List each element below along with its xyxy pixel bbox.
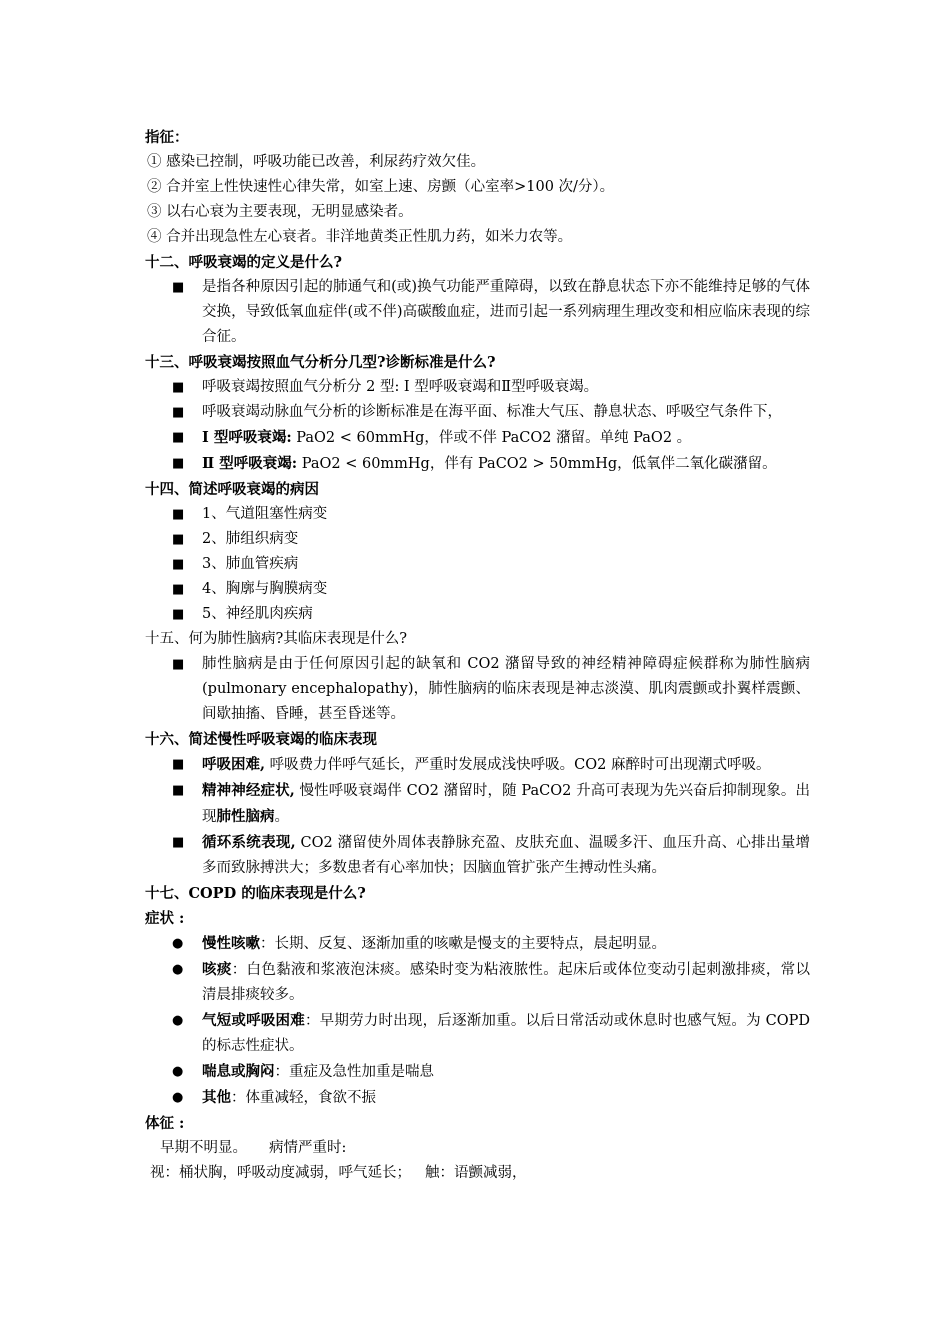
- item-text: ：重症及急性加重是喘息: [274, 1064, 434, 1080]
- round-bullet-icon: ●: [172, 962, 184, 977]
- item-text: CO2 潴留使外周体表静脉充盈、皮肤充血、温暖多汗、血压升高、心排出量增多而致脉搏洪大；多数患者有心率加快；因脑血管扩张产生搏动性头痛。: [202, 835, 810, 876]
- item-bold-term: 肺性脑病: [216, 808, 275, 825]
- round-bullet-icon: ●: [172, 1064, 184, 1079]
- item-text: 4、胸廓与胸膜病变: [202, 581, 328, 597]
- section-13-title: 十三、呼吸衰竭按照血气分析分几型?诊断标准是什么?: [145, 354, 496, 371]
- list-item: [145, 1059, 810, 1085]
- list-item: [145, 830, 810, 881]
- item-text: PaO2 < 60mmHg，伴或不伴 PaCO2 潴留。单纯 PaO2 。: [291, 430, 692, 446]
- indication-item-4: ④ 合并出现急性左心衰者。非洋地黄类正性肌力药，如米力农等。: [147, 229, 573, 245]
- item-text: 呼吸衰竭按照血气分析分 2 型: Ⅰ 型呼吸衰竭和Ⅱ型呼吸衰竭。: [202, 379, 599, 395]
- item-bold-label: 气短或呼吸困难: [202, 1012, 305, 1029]
- item-text: ：早期劳力时出现，后逐渐加重。以后日常活动或休息时也感气短。为 COPD 的标志性症状。: [202, 1013, 811, 1054]
- round-bullet-icon: ●: [172, 936, 184, 951]
- list-item: [145, 778, 810, 830]
- list-item: [145, 602, 810, 627]
- section-14-title: 十四、简述呼吸衰竭的病因: [145, 481, 319, 498]
- list-item: [145, 577, 810, 602]
- list-item: [145, 652, 810, 727]
- signs-severe: 病情严重时:: [269, 1140, 347, 1156]
- signs-line-2: [145, 1161, 810, 1186]
- list-item: [145, 1085, 810, 1111]
- item-text: 2、肺组织病变: [202, 531, 299, 547]
- item-bold-label: 循环系统表现,: [202, 834, 296, 851]
- list-item: [145, 1008, 810, 1059]
- list-item: [145, 552, 810, 577]
- square-bullet-icon: ■: [172, 835, 185, 850]
- item-text: PaO2 < 60mmHg，伴有 PaCO2 > 50mmHg，低氧伴二氧化碳潴留。: [297, 456, 777, 472]
- item-bold-label: 咳痰: [202, 961, 232, 978]
- item-text: 是指各种原因引起的肺通气和(或)换气功能严重障碍，以致在静息状态下亦不能维持足够的气体交换，导致低氧血症伴(或不伴)高碳酸血症，进而引起一系列病理生理改变和相应临床表现的综合征。: [202, 279, 810, 345]
- square-bullet-icon: ■: [172, 783, 185, 798]
- signs-early: 早期不明显。: [160, 1140, 247, 1156]
- list-item: [145, 931, 810, 957]
- indication-item-3: ③ 以右心衰为主要表现，无明显感染者。: [147, 204, 413, 220]
- list-item: [145, 451, 810, 477]
- list-item: [145, 957, 810, 1008]
- square-bullet-icon: ■: [172, 507, 185, 522]
- item-bold-label: 其他: [202, 1089, 231, 1106]
- square-bullet-icon: ■: [172, 456, 185, 471]
- item-text: 3、肺血管疾病: [202, 556, 299, 572]
- square-bullet-icon: ■: [172, 430, 185, 445]
- list-item: [145, 275, 810, 350]
- section-16-title: 十六、简述慢性呼吸衰竭的临床表现: [145, 731, 377, 748]
- item-bold-label: 慢性咳嗽: [202, 935, 260, 952]
- square-bullet-icon: ■: [172, 405, 185, 420]
- indication-item-2: ② 合并室上性快速性心律失常，如室上速、房颤（心室率>100 次/分）。: [147, 179, 615, 195]
- indication-item-1: ① 感染已控制，呼吸功能已改善，利尿药疗效欠佳。: [147, 154, 486, 170]
- item-bold-label: Ⅰ 型呼吸衰竭:: [202, 429, 292, 446]
- section-17-title: 十七、COPD 的临床表现是什么?: [145, 885, 366, 902]
- item-text: 5、神经肌肉疾病: [202, 606, 313, 622]
- document-page: [145, 125, 810, 1186]
- signs-line-1: [145, 1136, 810, 1161]
- list-item: [145, 527, 810, 552]
- square-bullet-icon: ■: [172, 582, 185, 597]
- section-12-title: 十二、呼吸衰竭的定义是什么?: [145, 254, 342, 271]
- symptoms-heading: 症状 :: [145, 910, 185, 927]
- square-bullet-icon: ■: [172, 757, 185, 772]
- item-text-end: 。: [274, 809, 289, 825]
- item-text: 呼吸衰竭动脉血气分析的诊断标准是在海平面、标准大气压、静息状态、呼吸空气条件下，: [202, 404, 782, 420]
- item-text: 呼吸费力伴呼气延长，严重时发展成浅快呼吸。CO2 麻醉时可出现潮式呼吸。: [265, 757, 771, 773]
- item-text: ：长期、反复、逐渐加重的咳嗽是慢支的主要特点，晨起明显。: [260, 936, 666, 952]
- item-text: 肺性脑病是由于任何原因引起的缺氧和 CO2 潴留导致的神经精神障碍症候群称为肺性脑病(pulmonary encephalopathy)，肺性脑病的临床表现是神志淡漠、肌肉震颤或扑翼样震颤、间歇抽搐、昏睡，甚至昏迷等。: [202, 656, 810, 722]
- list-item: [145, 375, 810, 400]
- item-text: 慢性呼吸衰竭伴 CO2 潴留时，随 PaCO2 升高可表现为先兴奋后抑制现象。出现: [202, 783, 810, 825]
- square-bullet-icon: ■: [172, 557, 185, 572]
- round-bullet-icon: ●: [172, 1013, 184, 1028]
- square-bullet-icon: ■: [172, 280, 185, 295]
- list-item: [145, 502, 810, 527]
- item-text: ：白色黏液和浆液泡沫痰。感染时变为粘液脓性。起床后或体位变动引起刺激排痰，常以清晨排痰较多。: [202, 962, 811, 1003]
- signs-palpation: 触：语颤减弱，: [425, 1165, 527, 1181]
- square-bullet-icon: ■: [172, 532, 185, 547]
- square-bullet-icon: ■: [172, 607, 185, 622]
- square-bullet-icon: ■: [172, 380, 185, 395]
- item-bold-label: 喘息或胸闷: [202, 1063, 275, 1080]
- item-bold-label: Ⅱ 型呼吸衰竭:: [202, 455, 298, 472]
- item-bold-label: 精神神经症状,: [202, 782, 295, 799]
- indications-heading: 指征：: [145, 129, 189, 146]
- item-bold-label: 呼吸困难,: [202, 756, 266, 773]
- list-item: [145, 425, 810, 451]
- section-15-title: 十五、何为肺性脑病?其临床表现是什么?: [145, 631, 408, 647]
- round-bullet-icon: ●: [172, 1090, 184, 1105]
- signs-heading: 体征 :: [145, 1115, 185, 1132]
- item-text: ：体重减轻，食欲不振: [231, 1090, 376, 1106]
- signs-inspection: 视：桶状胸，呼吸动度减弱，呼气延长；: [150, 1165, 411, 1181]
- item-text: 1、气道阻塞性病变: [202, 506, 328, 522]
- square-bullet-icon: ■: [172, 657, 185, 672]
- list-item: [145, 400, 810, 425]
- list-item: [145, 752, 810, 778]
